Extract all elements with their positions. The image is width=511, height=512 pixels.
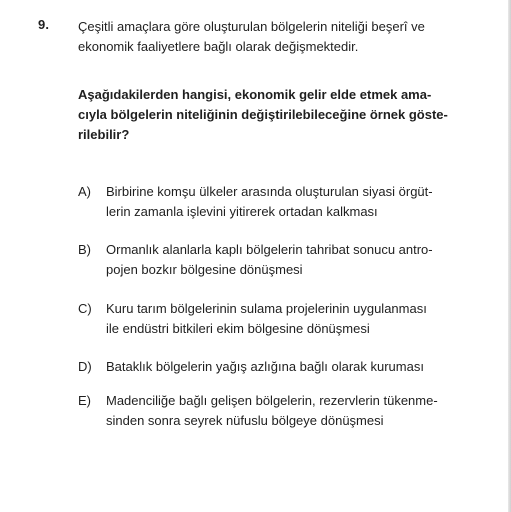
option-line: sinden sonra seyrek nüfuslu bölgeye dönüşmesi xyxy=(106,413,384,428)
prompt-line: rilebilir? xyxy=(78,127,130,142)
option-line: Bataklık bölgelerin yağış azlığına bağlı olarak kuruması xyxy=(106,359,424,374)
option-line: lerin zamanla işlevini yitirerek ortadan kalkması xyxy=(106,204,378,219)
option-text xyxy=(106,240,498,280)
option-text xyxy=(106,357,498,377)
option-line: Kuru tarım bölgelerinin sulama projelerinin uygulanması xyxy=(106,301,427,316)
prompt-line: cıyla bölgelerin niteliğinin değiştirilebileceğine örnek göste- xyxy=(78,107,448,122)
question-number: 9. xyxy=(38,17,50,32)
option-letter: C) xyxy=(78,301,92,316)
option-line: pojen bozkır bölgesine dönüşmesi xyxy=(106,262,303,277)
option-line: Birbirine komşu ülkeler arasında oluşturulan siyasi örgüt- xyxy=(106,184,433,199)
prompt-line: Aşağıdakilerden hangisi, ekonomik gelir elde etmek ama- xyxy=(78,87,432,102)
option-text xyxy=(106,391,498,431)
option-text xyxy=(106,299,498,339)
stem-line: Çeşitli amaçlara göre oluşturulan bölgelerin niteliği beşerî ve xyxy=(78,19,425,34)
option-text xyxy=(106,182,498,222)
question-prompt xyxy=(78,85,496,145)
stem-line: ekonomik faaliyetlere bağlı olarak değişmektedir. xyxy=(78,39,359,54)
option-letter: E) xyxy=(78,393,91,408)
option-letter: D) xyxy=(78,359,92,374)
option-line: Ormanlık alanlarla kaplı bölgelerin tahribat sonucu antro- xyxy=(106,242,433,257)
question-stem xyxy=(78,17,493,57)
option-letter: A) xyxy=(78,184,91,199)
option-line: ile endüstri bitkileri ekim bölgesine dönüşmesi xyxy=(106,321,370,336)
option-line: Madenciliğe bağlı gelişen bölgelerin, rezervlerin tükenme- xyxy=(106,393,438,408)
option-letter: B) xyxy=(78,242,91,257)
